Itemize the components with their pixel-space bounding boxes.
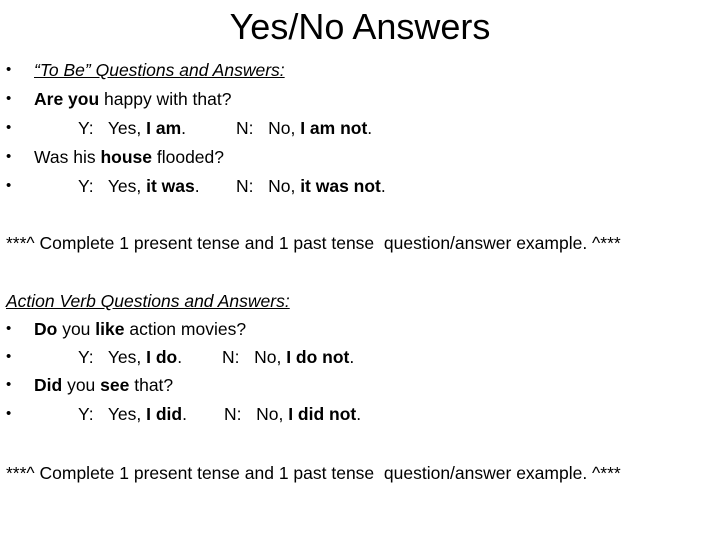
question-text: action movies?	[124, 319, 247, 339]
bullet: •	[6, 405, 12, 422]
question-text: happy with that?	[99, 89, 232, 109]
question-text: Was his	[34, 147, 101, 167]
bullet: •	[6, 348, 12, 365]
question-keyword: house	[100, 147, 152, 167]
question-keyword: Are you	[34, 89, 100, 109]
question-text: flooded?	[152, 147, 225, 167]
section2-instruction: ***^ Complete 1 present tense and 1 past tense question/answer example. ^***	[6, 463, 621, 483]
bullet: •	[6, 148, 12, 165]
yes-answer: Y: Yes, it was.	[78, 176, 200, 196]
bullet: •	[6, 376, 12, 393]
question-keyword: like	[95, 319, 125, 339]
bullet: •	[6, 90, 12, 107]
no-answer: N: No, I did not.	[224, 404, 362, 424]
no-answer: N: No, it was not.	[236, 176, 386, 196]
question-keyword: Do	[34, 319, 58, 339]
no-answer: N: No, I am not.	[236, 118, 373, 138]
bullet: •	[6, 177, 12, 194]
yes-answer: Y: Yes, I do.	[78, 347, 183, 367]
bullet: •	[6, 119, 12, 136]
no-answer: N: No, I do not.	[222, 347, 355, 367]
question-text: you	[62, 375, 101, 395]
question-text: you	[57, 319, 96, 339]
section2-heading: Action Verb Questions and Answers:	[6, 291, 290, 311]
section1-heading: “To Be” Questions and Answers:	[34, 60, 285, 80]
question-text: that?	[129, 375, 174, 395]
section1-instruction: ***^ Complete 1 present tense and 1 past tense question/answer example. ^***	[6, 233, 621, 253]
question-keyword: Did	[34, 375, 63, 395]
question-keyword: see	[100, 375, 130, 395]
bullet: •	[6, 61, 12, 78]
bullet: •	[6, 320, 12, 337]
yes-answer: Y: Yes, I am.	[78, 118, 187, 138]
yes-answer: Y: Yes, I did.	[78, 404, 187, 424]
page-title: Yes/No Answers	[229, 6, 491, 47]
